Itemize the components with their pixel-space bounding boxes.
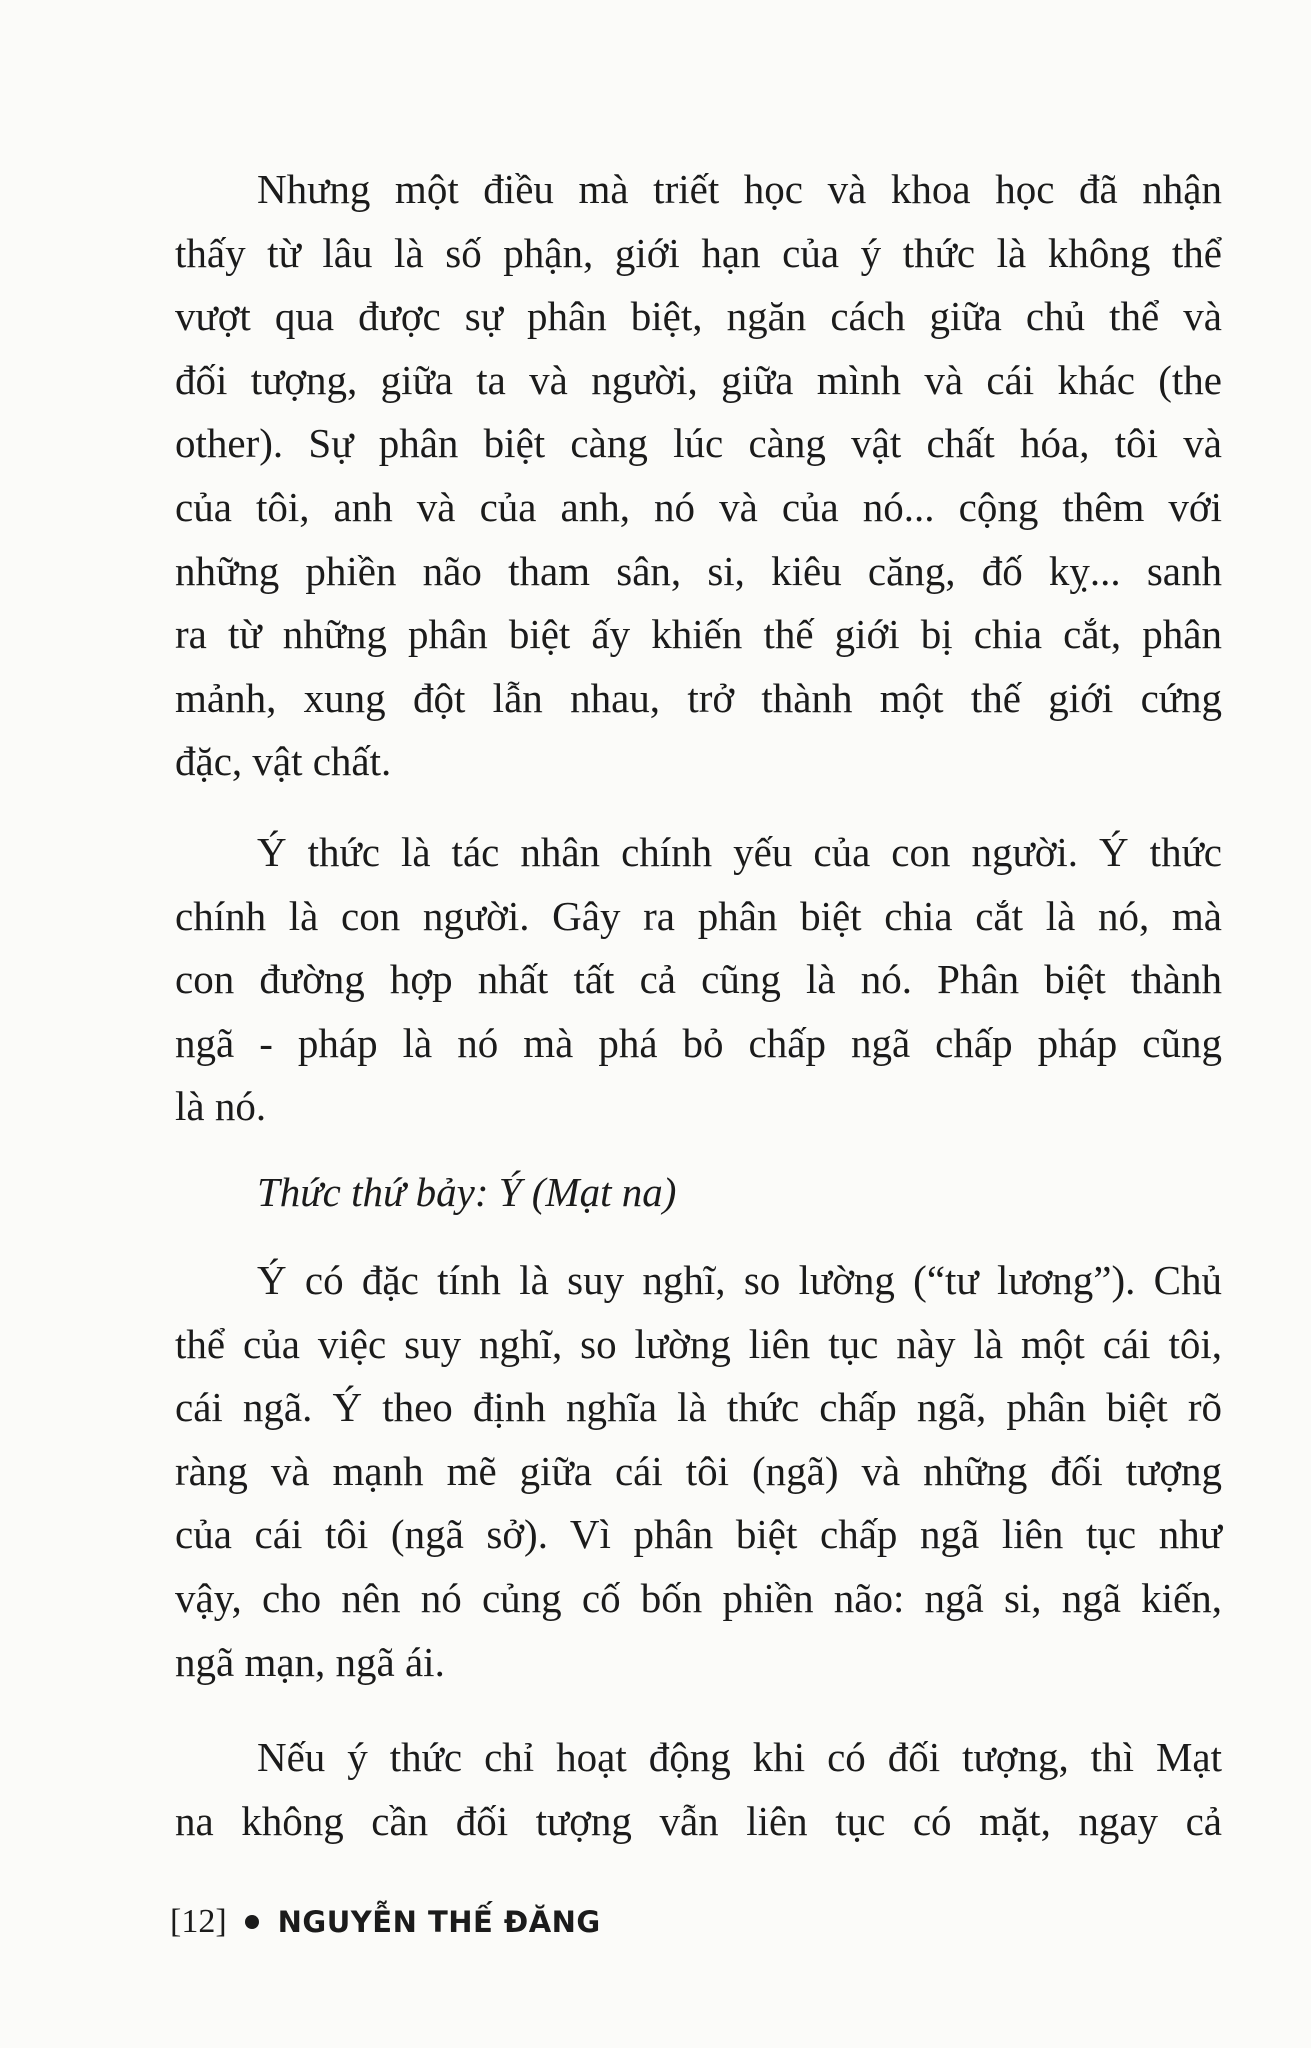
- text-line: đặc, vật chất.: [175, 738, 392, 785]
- text-line: Nhưng một điều mà triết học và khoa học đã nhận: [257, 166, 1222, 212]
- paragraph-1: [175, 158, 1222, 794]
- text-line: thấy từ lâu là số phận, giới hạn của ý thức là không thể: [175, 229, 1222, 276]
- section-heading-text: Thức thứ bảy: Ý (Mạt na): [257, 1169, 677, 1215]
- paragraph-2: [175, 821, 1222, 1139]
- text-line: đối tượng, giữa ta và người, giữa mình và cái khác (the: [175, 356, 1222, 403]
- section-heading: [175, 1161, 1222, 1225]
- text-line: mảnh, xung đột lẫn nhau, trở thành một thế giới cứng: [175, 674, 1222, 721]
- text-line: những phiền não tham sân, si, kiêu căng, đố kỵ... sanh: [175, 547, 1222, 594]
- text-line: cái ngã. Ý theo định nghĩa là thức chấp ngã, phân biệt rõ: [175, 1384, 1222, 1431]
- page-number-bracket-left: [: [170, 1903, 182, 1940]
- page-number: 12: [181, 1903, 216, 1940]
- text-line: là nó.: [175, 1083, 267, 1130]
- text-line: ngã - pháp là nó mà phá bỏ chấp ngã chấp pháp cũng: [175, 1019, 1222, 1066]
- paragraph-3: [175, 1249, 1222, 1694]
- text-line: ngã mạn, ngã ái.: [175, 1638, 445, 1685]
- page-number-bracket-right: ]: [215, 1903, 227, 1940]
- text-line: Ý thức là tác nhân chính yếu của con người. Ý thức: [257, 829, 1222, 875]
- text-line: vượt qua được sự phân biệt, ngăn cách giữa chủ thể và: [175, 293, 1222, 340]
- text-line: con đường hợp nhất tất cả cũng là nó. Phân biệt thành: [175, 956, 1222, 1003]
- text-line: ràng và mạnh mẽ giữa cái tôi (ngã) và những đối tượng: [175, 1447, 1222, 1494]
- text-line: chính là con người. Gây ra phân biệt chia cắt là nó, mà: [175, 892, 1222, 939]
- text-line: Ý có đặc tính là suy nghĩ, so lường (“tư lương”). Chủ: [257, 1257, 1222, 1303]
- page-footer: [170, 1900, 601, 1944]
- author-name: NGUYỄN THẾ ĐĂNG: [277, 1905, 601, 1939]
- text-line: thể của việc suy nghĩ, so lường liên tục này là một cái tôi,: [175, 1320, 1222, 1367]
- text-line: na không cần đối tượng vẫn liên tục có mặt, ngay cả: [175, 1797, 1222, 1844]
- text-line: ra từ những phân biệt ấy khiến thế giới bị chia cắt, phân: [175, 611, 1222, 658]
- text-line: Nếu ý thức chỉ hoạt động khi có đối tượng, thì Mạt: [257, 1734, 1222, 1780]
- text-line: vậy, cho nên nó củng cố bốn phiền não: ngã si, ngã kiến,: [175, 1574, 1222, 1621]
- text-line: của cái tôi (ngã sở). Vì phân biệt chấp ngã liên tục như: [175, 1511, 1222, 1558]
- text-line: của tôi, anh và của anh, nó và của nó... cộng thêm với: [175, 483, 1222, 530]
- paragraph-4: [175, 1726, 1222, 1853]
- text-line: other). Sự phân biệt càng lúc càng vật chất hóa, tôi và: [175, 420, 1222, 467]
- bullet-icon: [245, 1915, 259, 1929]
